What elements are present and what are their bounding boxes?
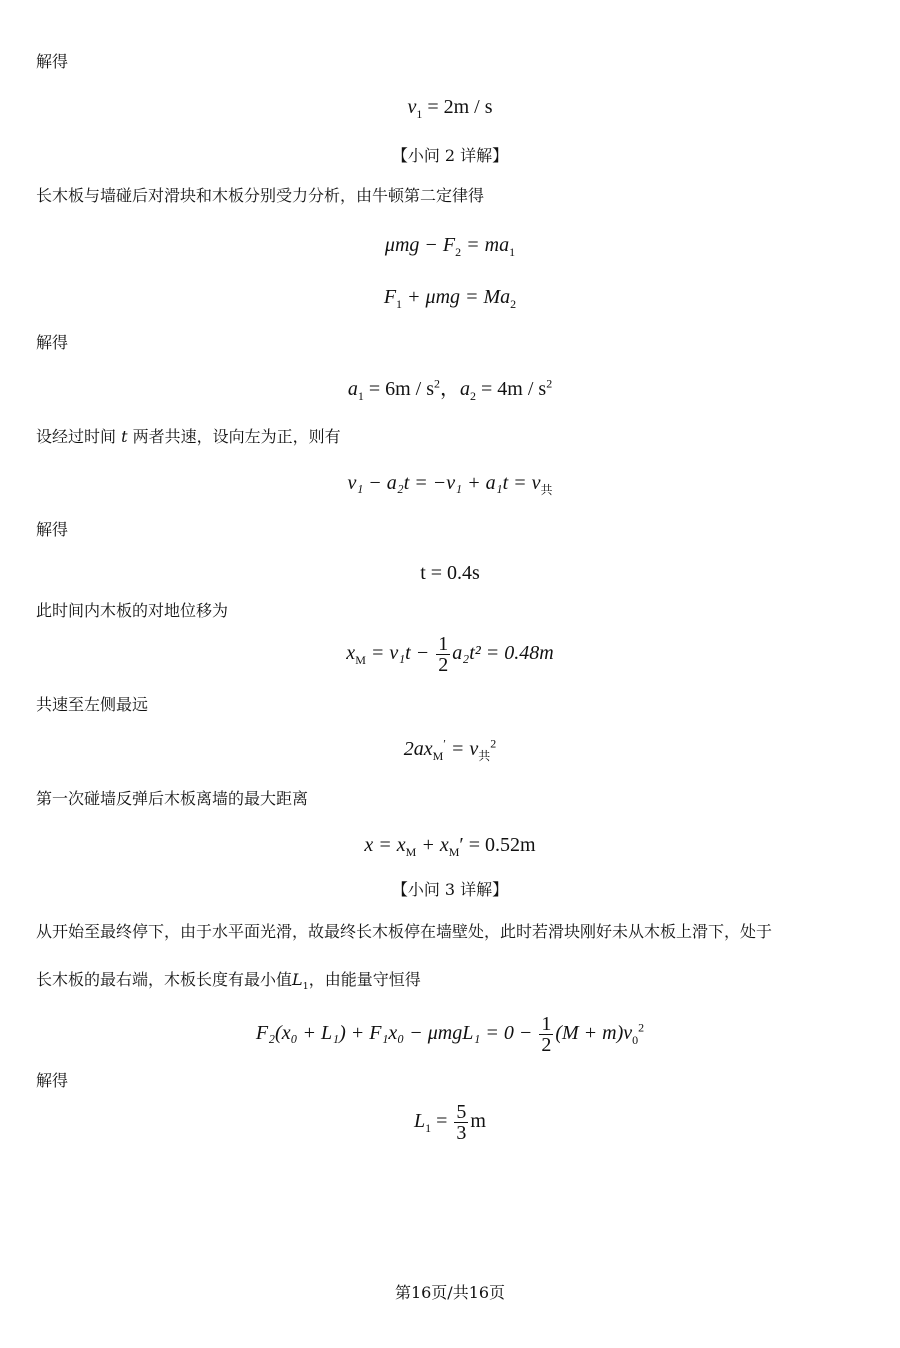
paragraph-common-velocity	[36, 427, 341, 447]
eq-part: = ma	[461, 234, 510, 256]
eq-part: F	[383, 286, 397, 308]
frac-den: 2	[438, 654, 449, 676]
eq-sub: M	[355, 653, 366, 668]
eq-var: v	[407, 96, 417, 118]
eq-sub: M	[448, 845, 460, 859]
equation-max-distance	[0, 832, 900, 858]
eq-sub: 共	[540, 483, 553, 497]
frac-den: 2	[541, 1034, 552, 1056]
fraction-five-thirds	[454, 1102, 468, 1143]
text-var: t	[121, 427, 128, 446]
eq-sub: 1	[396, 297, 403, 311]
fraction-half	[436, 634, 450, 675]
eq-sub: M	[405, 845, 417, 859]
paragraph-force-analysis: 长木板与墙碰后对滑块和木板分别受力分析，由牛顿第二定律得	[36, 186, 485, 205]
eq-sub: 1	[416, 107, 423, 121]
eq-part: a₂t² = 0.48m	[452, 642, 554, 665]
equation-newton-2	[0, 284, 900, 310]
eq-sub: 1	[509, 245, 516, 259]
eq-rhs: = 2m / s	[422, 96, 493, 118]
text-var: L	[292, 970, 303, 989]
eq-sup: 2	[546, 376, 553, 391]
eq-part: μmg − F	[384, 234, 456, 256]
equation-energy	[0, 1014, 900, 1055]
eq-val: = 6m / s	[363, 378, 434, 400]
text-jiede-3: 解得	[36, 520, 69, 539]
eq-val: = 4m / s	[476, 378, 547, 400]
eq-part: v₁ − a₂t = −v₁ + a₁t = v	[347, 472, 541, 494]
frac-den: 3	[456, 1122, 467, 1144]
equation-common-velocity	[0, 470, 900, 496]
eq-sub: 1	[425, 1121, 432, 1136]
text-part: ，由能量守恒得	[308, 970, 421, 989]
eq-sep: ，	[440, 378, 460, 400]
eq-sub: 1	[357, 389, 364, 403]
fraction-half	[539, 1014, 553, 1055]
eq-part: (M + m)v	[555, 1022, 633, 1045]
eq-part: + μmg = Ma	[402, 286, 511, 308]
text-sub: 1	[302, 981, 309, 993]
eq-part: t = 0.4s	[420, 562, 480, 584]
eq-part: ′ = 0.52m	[459, 834, 536, 856]
eq-part: = v₁t −	[365, 642, 435, 665]
frac-num: 5	[456, 1101, 467, 1123]
paragraph-energy-1: 从开始至最终停下，由于水平面光滑，故最终长木板停在墙壁处，此时若滑块刚好未从木板上滑下，处于	[36, 922, 773, 941]
eq-part: m	[470, 1110, 486, 1133]
eq-part: x = x	[364, 834, 406, 856]
eq-part: 2ax	[403, 738, 433, 760]
eq-var: a	[460, 378, 470, 400]
eq-sub: 共	[478, 749, 491, 763]
eq-var: a	[347, 378, 358, 400]
text-part: 设经过时间	[36, 427, 122, 446]
eq-sub: 2	[510, 297, 517, 311]
eq-part: + x	[416, 834, 449, 856]
eq-sup: 2	[638, 1020, 645, 1035]
eq-sup: 2	[434, 376, 440, 391]
paragraph-left-farthest: 共速至左侧最远	[36, 695, 149, 714]
equation-time	[0, 560, 900, 586]
eq-part: =	[431, 1110, 453, 1133]
page-footer: 第16页/共16页	[394, 1283, 506, 1302]
eq-sub: 2	[455, 245, 462, 259]
text-part: 两者共速，设向左为正，则有	[127, 427, 341, 446]
eq-sub: M	[432, 749, 444, 763]
equation-kinematics	[0, 736, 900, 762]
section-heading-3: 【小问 3 详解】	[391, 880, 509, 899]
eq-sub: 2	[470, 389, 476, 403]
eq-part: F₂(x₀ + L₁) + F₁x₀ − μmgL₁ = 0 −	[255, 1022, 538, 1045]
eq-var: L	[414, 1110, 426, 1133]
text-jiede-1: 解得	[36, 52, 69, 71]
eq-var: x	[346, 642, 356, 665]
eq-sup: ′	[443, 736, 446, 751]
text-jiede-4: 解得	[36, 1071, 69, 1090]
eq-sup: 2	[490, 736, 497, 751]
text-part: 长木板的最右端，木板长度有最小值	[36, 970, 293, 989]
paragraph-displacement: 此时间内木板的对地位移为	[36, 601, 229, 620]
equation-newton-1	[0, 232, 900, 258]
paragraph-energy-2	[36, 970, 421, 993]
equation-length	[0, 1102, 900, 1143]
eq-part: = v	[445, 738, 479, 760]
equation-displacement	[0, 634, 900, 675]
frac-num: 1	[541, 1013, 552, 1035]
eq-sub: 0	[632, 1033, 639, 1048]
section-heading-2: 【小问 2 详解】	[391, 146, 509, 165]
equation-accelerations	[0, 376, 900, 402]
text-jiede-2: 解得	[36, 333, 69, 352]
equation-v1	[0, 94, 900, 120]
frac-num: 1	[438, 633, 449, 655]
paragraph-max-distance: 第一次碰墙反弹后木板离墙的最大距离	[36, 789, 309, 808]
